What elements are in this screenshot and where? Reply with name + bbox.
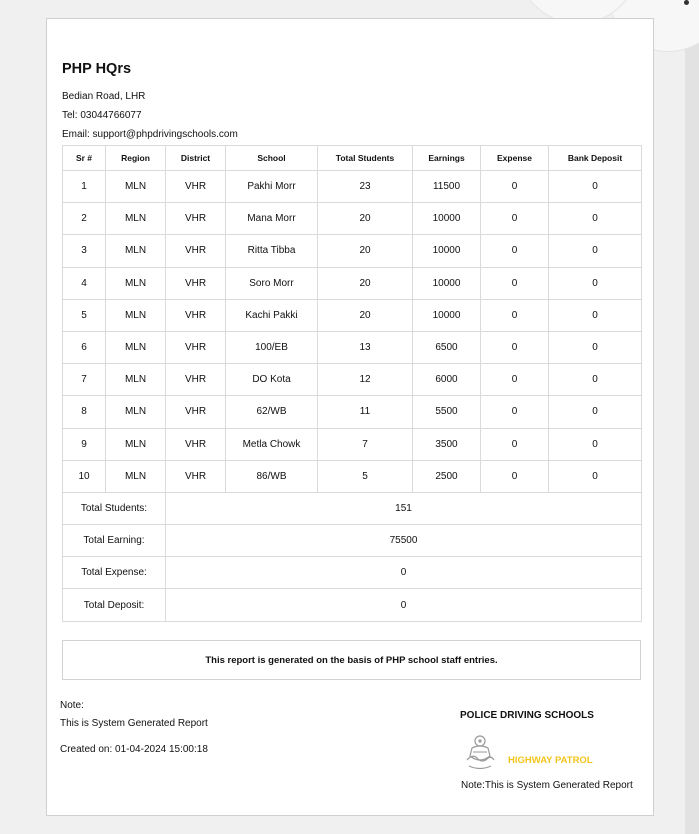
table-row <box>63 267 642 299</box>
cell-school: DO Kota <box>226 364 318 396</box>
cell-earnings: 10000 <box>413 299 481 331</box>
cell-expense: 0 <box>481 396 549 428</box>
table-row <box>63 364 642 396</box>
cell-expense: 0 <box>481 364 549 396</box>
cell-sr: 8 <box>63 396 106 428</box>
table-row <box>63 460 642 492</box>
cell-total-students: 5 <box>318 460 413 492</box>
cell-earnings: 10000 <box>413 235 481 267</box>
table-row <box>63 331 642 363</box>
cell-total-students: 13 <box>318 331 413 363</box>
cell-school: 86/WB <box>226 460 318 492</box>
cell-sr: 2 <box>63 203 106 235</box>
cell-district: VHR <box>166 331 226 363</box>
corner-dot-icon <box>684 0 689 5</box>
cell-bank-deposit: 0 <box>549 331 642 363</box>
cell-region: MLN <box>106 364 166 396</box>
cell-earnings: 10000 <box>413 267 481 299</box>
cell-earnings: 5500 <box>413 396 481 428</box>
total-earning-label: Total Earning: <box>63 525 166 557</box>
col-header-region: Region <box>106 146 166 171</box>
cell-sr: 7 <box>63 364 106 396</box>
col-header-total-students: Total Students <box>318 146 413 171</box>
cell-total-students: 20 <box>318 299 413 331</box>
table-header-row <box>63 146 642 171</box>
cell-expense: 0 <box>481 460 549 492</box>
total-students-value: 151 <box>166 492 642 524</box>
cell-school: Kachi Pakki <box>226 299 318 331</box>
cell-school: Ritta Tibba <box>226 235 318 267</box>
totals-row-deposit <box>63 589 642 621</box>
cell-total-students: 20 <box>318 235 413 267</box>
cell-sr: 10 <box>63 460 106 492</box>
cell-school: Metla Chowk <box>226 428 318 460</box>
company-email: Email: support@phpdrivingschools.com <box>62 129 238 140</box>
cell-total-students: 7 <box>318 428 413 460</box>
cell-bank-deposit: 0 <box>549 267 642 299</box>
cell-total-students: 23 <box>318 171 413 203</box>
cell-region: MLN <box>106 171 166 203</box>
note-label: Note: <box>60 700 84 711</box>
cell-school: 62/WB <box>226 396 318 428</box>
totals-row-students <box>63 492 642 524</box>
report-notice <box>62 640 641 680</box>
cell-sr: 6 <box>63 331 106 363</box>
cell-total-students: 11 <box>318 396 413 428</box>
table-row <box>63 299 642 331</box>
cell-expense: 0 <box>481 267 549 299</box>
cell-sr: 9 <box>63 428 106 460</box>
cell-earnings: 11500 <box>413 171 481 203</box>
cell-total-students: 12 <box>318 364 413 396</box>
cell-region: MLN <box>106 235 166 267</box>
cell-school: 100/EB <box>226 331 318 363</box>
report-table <box>62 145 642 622</box>
cell-district: VHR <box>166 460 226 492</box>
cell-bank-deposit: 0 <box>549 460 642 492</box>
total-earning-value: 75500 <box>166 525 642 557</box>
cell-expense: 0 <box>481 428 549 460</box>
col-header-sr: Sr # <box>63 146 106 171</box>
cell-district: VHR <box>166 235 226 267</box>
cell-region: MLN <box>106 331 166 363</box>
cell-district: VHR <box>166 396 226 428</box>
created-on: Created on: 01-04-2024 15:00:18 <box>60 744 208 755</box>
cell-district: VHR <box>166 267 226 299</box>
company-tel: Tel: 03044766077 <box>62 110 142 121</box>
cell-total-students: 20 <box>318 203 413 235</box>
cell-sr: 4 <box>63 267 106 299</box>
cell-bank-deposit: 0 <box>549 396 642 428</box>
col-header-bank-deposit: Bank Deposit <box>549 146 642 171</box>
highway-patrol-emblem-icon <box>463 734 497 772</box>
col-header-district: District <box>166 146 226 171</box>
col-header-earnings: Earnings <box>413 146 481 171</box>
cell-sr: 5 <box>63 299 106 331</box>
cell-sr: 3 <box>63 235 106 267</box>
total-deposit-label: Total Deposit: <box>63 589 166 621</box>
company-address: Bedian Road, LHR <box>62 91 146 102</box>
cell-district: VHR <box>166 428 226 460</box>
total-deposit-value: 0 <box>166 589 642 621</box>
cell-district: VHR <box>166 203 226 235</box>
cell-sr: 1 <box>63 171 106 203</box>
cell-district: VHR <box>166 299 226 331</box>
cell-bank-deposit: 0 <box>549 203 642 235</box>
report-page <box>46 18 654 816</box>
logo-text: HIGHWAY PATROL <box>508 755 593 766</box>
cell-bank-deposit: 0 <box>549 235 642 267</box>
total-expense-value: 0 <box>166 557 642 589</box>
cell-expense: 0 <box>481 203 549 235</box>
total-students-label: Total Students: <box>63 492 166 524</box>
cell-district: VHR <box>166 171 226 203</box>
report-notice-text: This report is generated on the basis of PHP school staff entries. <box>205 654 498 666</box>
brand-title: POLICE DRIVING SCHOOLS <box>460 710 594 721</box>
cell-region: MLN <box>106 396 166 428</box>
table-row <box>63 171 642 203</box>
cell-region: MLN <box>106 299 166 331</box>
cell-total-students: 20 <box>318 267 413 299</box>
cell-region: MLN <box>106 267 166 299</box>
cell-earnings: 6000 <box>413 364 481 396</box>
cell-school: Pakhi Morr <box>226 171 318 203</box>
cell-school: Soro Morr <box>226 267 318 299</box>
cell-bank-deposit: 0 <box>549 171 642 203</box>
table-row <box>63 203 642 235</box>
note-text: This is System Generated Report <box>60 718 208 729</box>
scrollbar-track[interactable] <box>685 0 699 834</box>
cell-region: MLN <box>106 203 166 235</box>
cell-bank-deposit: 0 <box>549 428 642 460</box>
total-expense-label: Total Expense: <box>63 557 166 589</box>
totals-row-expense <box>63 557 642 589</box>
cell-school: Mana Morr <box>226 203 318 235</box>
cell-expense: 0 <box>481 299 549 331</box>
cell-district: VHR <box>166 364 226 396</box>
brand-note: Note:This is System Generated Report <box>461 780 633 791</box>
cell-earnings: 2500 <box>413 460 481 492</box>
cell-bank-deposit: 0 <box>549 364 642 396</box>
table-row <box>63 428 642 460</box>
cell-earnings: 6500 <box>413 331 481 363</box>
cell-earnings: 3500 <box>413 428 481 460</box>
col-header-expense: Expense <box>481 146 549 171</box>
totals-row-earning <box>63 525 642 557</box>
table-row <box>63 235 642 267</box>
cell-bank-deposit: 0 <box>549 299 642 331</box>
cell-region: MLN <box>106 460 166 492</box>
cell-expense: 0 <box>481 331 549 363</box>
cell-region: MLN <box>106 428 166 460</box>
cell-expense: 0 <box>481 171 549 203</box>
table-row <box>63 396 642 428</box>
cell-earnings: 10000 <box>413 203 481 235</box>
col-header-school: School <box>226 146 318 171</box>
cell-expense: 0 <box>481 235 549 267</box>
company-name: PHP HQrs <box>62 61 132 77</box>
